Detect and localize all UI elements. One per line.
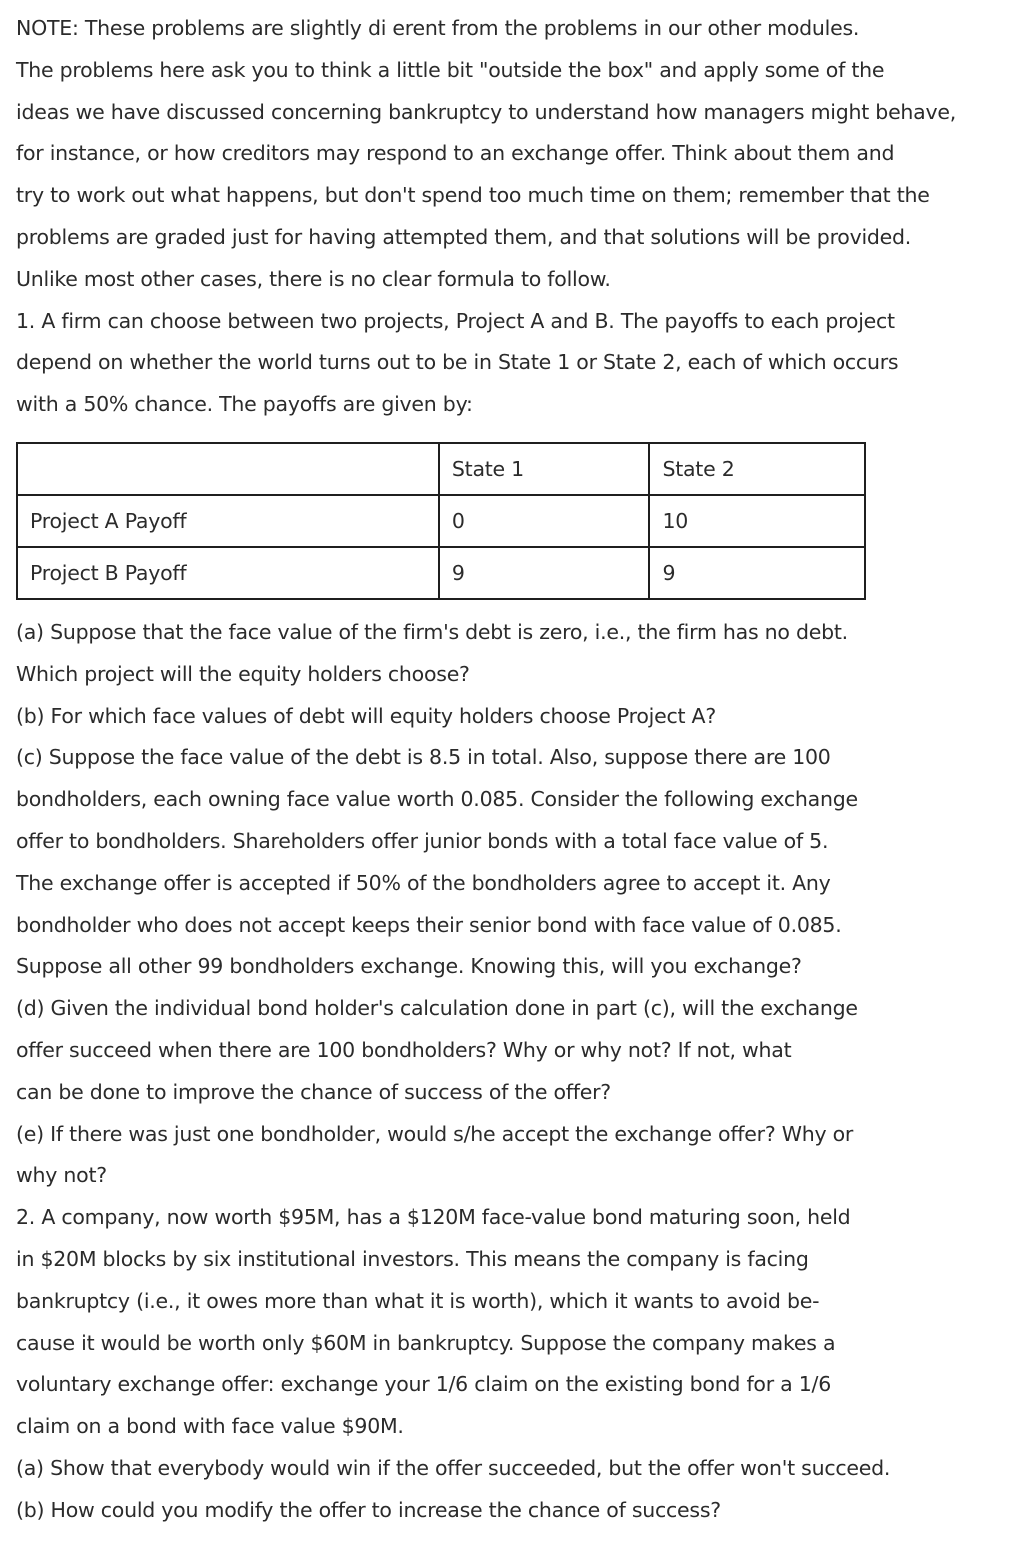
text-line: why not? [16,1163,107,1188]
problem-2 [16,1197,1018,1531]
table-cell: 9 [439,547,650,599]
text-line: (b) For which face values of debt will equity holders choose Project A? [16,703,716,728]
text-line: try to work out what happens, but don't spend too much time on them; remember that the [16,183,930,208]
table-row [17,547,865,599]
text-line: The exchange offer is accepted if 50% of the bondholders agree to accept it. Any [16,870,831,895]
table-cell: 9 [649,547,865,599]
text-line: NOTE: These problems are slightly di erent from the problems in our other modules. [16,16,860,40]
text-line: Which project will the equity holders choose? [16,661,470,686]
table-cell: 10 [649,495,865,547]
text-line: Suppose all other 99 bondholders exchange. Knowing this, will you exchange? [16,954,802,979]
text-line: (c) Suppose the face value of the debt is 8.5 in total. Also, suppose there are 100 [16,745,831,770]
text-line: in $20M blocks by six institutional investors. This means the company is facing [16,1246,809,1271]
table-header-cell: State 1 [439,443,650,495]
text-line: bankruptcy (i.e., it owes more than what it is worth), which it wants to avoid be- [16,1288,820,1313]
text-line: bondholder who does not accept keeps their senior bond with face value of 0.085. [16,912,842,937]
text-line: offer to bondholders. Shareholders offer junior bonds with a total face value of 5. [16,828,829,853]
problem-1 [16,301,1018,1198]
text-line: (a) Suppose that the face value of the firm's debt is zero, i.e., the firm has no debt. [16,619,848,644]
table-cell: 0 [439,495,650,547]
text-line: for instance, or how creditors may respond to an exchange offer. Think about them and [16,141,895,166]
payoff-table [16,442,866,600]
text-line: (b) How could you modify the offer to increase the chance of success? [16,1497,721,1522]
text-line: (a) Show that everybody would win if the offer succeeded, but the offer won't succeed. [16,1455,891,1480]
text-line: with a 50% chance. The payoffs are given by: [16,392,473,417]
table-header-cell: State 2 [649,443,865,495]
text-line: cause it would be worth only $60M in bankruptcy. Suppose the company makes a [16,1330,836,1355]
table-row [17,495,865,547]
text-line: The problems here ask you to think a little bit "outside the box" and apply some of the [16,57,885,82]
table-cell: Project A Payoff [17,495,439,547]
text-line: can be done to improve the chance of success of the offer? [16,1079,611,1104]
intro-note [16,8,1018,301]
table-header-row [17,443,865,495]
text-line: voluntary exchange offer: exchange your 1/6 claim on the existing bond for a 1/6 [16,1372,831,1397]
table-header-cell [17,443,439,495]
text-line: offer succeed when there are 100 bondholders? Why or why not? If not, what [16,1037,792,1062]
text-line: bondholders, each owning face value worth 0.085. Consider the following exchange [16,787,858,812]
text-line: ideas we have discussed concerning bankruptcy to understand how managers might behave, [16,99,956,124]
text-line: depend on whether the world turns out to be in State 1 or State 2, each of which occurs [16,350,899,375]
table-cell: Project B Payoff [17,547,439,599]
text-line: 2. A company, now worth $95M, has a $120M face-value bond maturing soon, held [16,1205,851,1230]
text-line: claim on a bond with face value $90M. [16,1414,404,1439]
text-line: problems are graded just for having attempted them, and that solutions will be provided. [16,224,912,249]
text-line: 1. A firm can choose between two projects, Project A and B. The payoffs to each project [16,308,895,333]
text-line: (e) If there was just one bondholder, would s/he accept the exchange offer? Why or [16,1121,854,1146]
text-line: (d) Given the individual bond holder's calculation done in part (c), will the exchange [16,996,858,1021]
text-line: Unlike most other cases, there is no clear formula to follow. [16,266,611,291]
